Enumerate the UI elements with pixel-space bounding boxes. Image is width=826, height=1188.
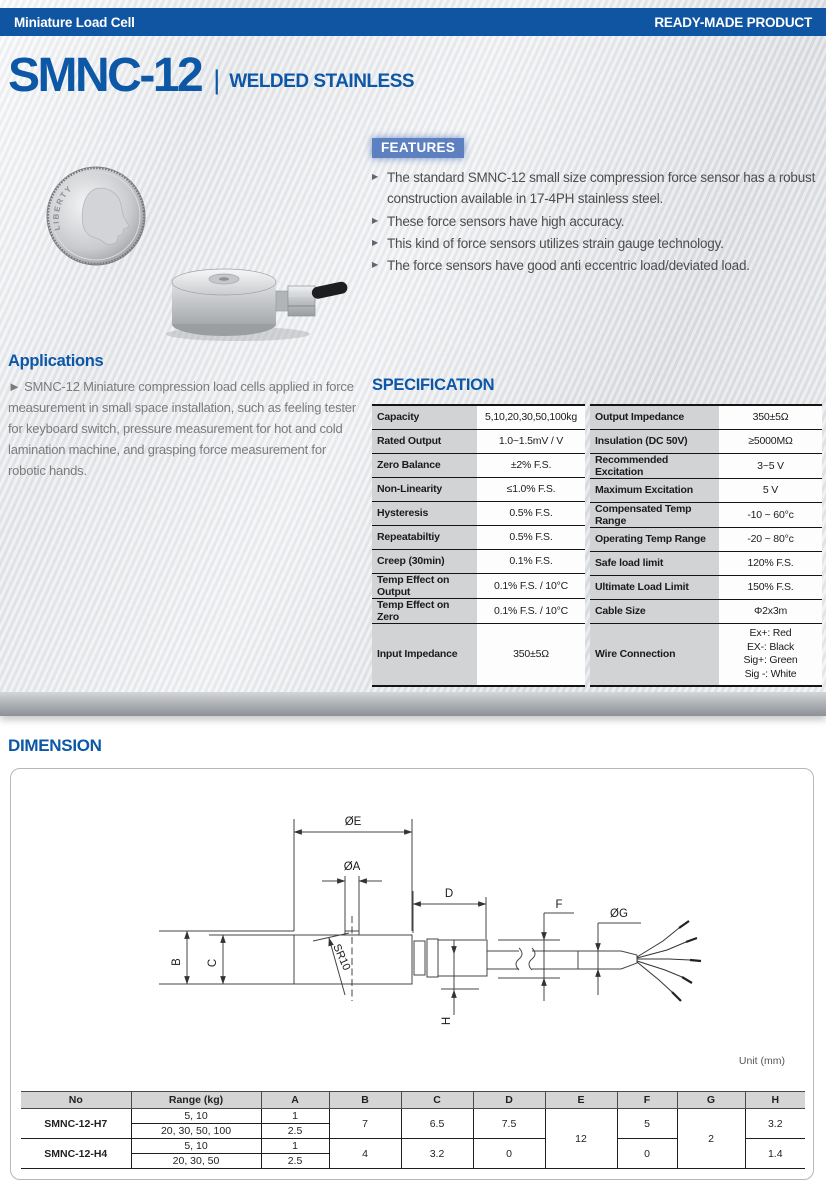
spec-label-cell: Cable Size bbox=[590, 599, 719, 623]
feature-item bbox=[372, 233, 824, 254]
spec-row bbox=[372, 405, 585, 429]
banner-category-label: Miniature Load Cell bbox=[14, 14, 135, 30]
wire-line: Ex+: Red bbox=[749, 626, 792, 639]
cell-range: 5, 10 bbox=[131, 1139, 261, 1154]
banner-ready-made-label: READY-MADE PRODUCT bbox=[654, 14, 812, 30]
spec-row bbox=[590, 551, 822, 575]
spec-label-cell: Output Impedance bbox=[590, 405, 719, 429]
page-subtitle: WELDED STAINLESS bbox=[229, 71, 415, 92]
spec-value-cell: 0.5% F.S. bbox=[477, 525, 585, 549]
cell-c: 3.2 bbox=[401, 1139, 473, 1169]
coin-liberty-text: LIBERTY bbox=[51, 183, 75, 232]
feature-item bbox=[372, 167, 824, 210]
spec-value-cell: 3~5 V bbox=[719, 453, 822, 478]
cell-d: 0 bbox=[473, 1139, 545, 1169]
dim-col-header: E bbox=[545, 1092, 617, 1109]
spec-row bbox=[590, 575, 822, 599]
spec-label-cell: Insulation (DC 50V) bbox=[590, 429, 719, 453]
cell-h: 1.4 bbox=[745, 1139, 805, 1169]
spec-row bbox=[372, 549, 585, 573]
dim-col-header: A bbox=[261, 1092, 329, 1109]
dimension-box bbox=[10, 768, 814, 1180]
spec-value-cell: 0.1% F.S. bbox=[477, 549, 585, 573]
dim-col-header: C bbox=[401, 1092, 473, 1109]
applications-text: ► SMNC-12 Miniature compression load cells applied in force measurement in small space installation, such as feeling tester for keyboard switch, pressure measurement for hot and cold lamination machine, and grasping force measurement for robotic hands. bbox=[8, 379, 356, 479]
page-title-model: SMNC-12 bbox=[8, 49, 202, 102]
dim-col-header: B bbox=[329, 1092, 401, 1109]
spec-value-cell: 150% F.S. bbox=[719, 575, 822, 599]
spec-row bbox=[372, 453, 585, 477]
spec-value-cell: 350±5Ω bbox=[719, 405, 822, 429]
dimension-heading: DIMENSION bbox=[8, 736, 102, 755]
spec-label-cell: Operating Temp Range bbox=[590, 527, 719, 551]
spec-label-cell: Hysteresis bbox=[372, 501, 477, 525]
features-heading: FEATURES bbox=[372, 138, 464, 158]
dim-label-e: ØE bbox=[344, 816, 362, 828]
spec-value-cell: 0.5% F.S. bbox=[477, 501, 585, 525]
spec-value-cell: 5 V bbox=[719, 478, 822, 502]
dim-label-a: ØA bbox=[343, 861, 361, 873]
spec-value-cell: 120% F.S. bbox=[719, 551, 822, 575]
cell-h: 3.2 bbox=[745, 1109, 805, 1139]
dimension-table-wrap bbox=[21, 1091, 805, 1169]
bullet-triangle-icon: ▶ bbox=[372, 215, 378, 225]
feature-item bbox=[372, 211, 824, 232]
feature-text: This kind of force sensors utilizes strain gauge technology. bbox=[387, 235, 724, 251]
spec-label-cell: Wire Connection bbox=[590, 623, 719, 686]
feature-text: The force sensors have good anti eccentric load/deviated load. bbox=[387, 258, 750, 274]
load-cell-image bbox=[158, 246, 358, 346]
cell-a: 1 bbox=[261, 1139, 329, 1154]
cell-model-no: SMNC-12-H7 bbox=[21, 1109, 131, 1139]
spec-row bbox=[590, 623, 822, 686]
spec-value-cell: -20 ~ 80°c bbox=[719, 527, 822, 551]
cell-model-no: SMNC-12-H4 bbox=[21, 1139, 131, 1169]
spec-label-cell: Temp Effect on Output bbox=[372, 573, 477, 598]
bullet-triangle-icon: ▶ bbox=[372, 237, 378, 247]
spec-row bbox=[590, 478, 822, 502]
spec-label-cell: Capacity bbox=[372, 405, 477, 429]
cell-f: 0 bbox=[617, 1139, 677, 1169]
feature-item bbox=[372, 255, 824, 276]
product-photo bbox=[30, 160, 360, 350]
spec-value-cell: ≤1.0% F.S. bbox=[477, 477, 585, 501]
spec-row bbox=[372, 429, 585, 453]
cell-f: 5 bbox=[617, 1109, 677, 1139]
spec-label-cell: Temp Effect on Zero bbox=[372, 598, 477, 623]
dim-col-header: No bbox=[21, 1092, 131, 1109]
cell-b: 7 bbox=[329, 1109, 401, 1139]
dim-label-h: H bbox=[441, 1016, 453, 1026]
spec-label-cell: Compensated Temp Range bbox=[590, 502, 719, 527]
spec-label-cell: Input Impedance bbox=[372, 623, 477, 686]
spec-table-right bbox=[590, 404, 822, 687]
specification-heading: SPECIFICATION bbox=[372, 376, 495, 394]
cell-e: 12 bbox=[545, 1109, 617, 1169]
spec-label-cell: Maximum Excitation bbox=[590, 478, 719, 502]
dim-label-g: ØG bbox=[610, 908, 628, 920]
dimension-table bbox=[21, 1091, 805, 1169]
spec-value-cell: ±2% F.S. bbox=[477, 453, 585, 477]
spec-value-cell: ≥5000MΩ bbox=[719, 429, 822, 453]
specification-tables bbox=[372, 404, 824, 687]
bullet-triangle-icon: ▶ bbox=[372, 172, 378, 181]
dim-col-header: D bbox=[473, 1092, 545, 1109]
specification-section bbox=[372, 376, 824, 687]
dim-col-header: Range (kg) bbox=[131, 1092, 261, 1109]
applications-section bbox=[8, 352, 366, 481]
spec-row bbox=[372, 501, 585, 525]
cell-d: 7.5 bbox=[473, 1109, 545, 1139]
spec-label-cell: Recommended Excitation bbox=[590, 453, 719, 478]
page-title bbox=[8, 49, 415, 102]
spec-row bbox=[372, 525, 585, 549]
spec-value-cell: 0.1% F.S. / 10°C bbox=[477, 598, 585, 623]
cell-range: 20, 30, 50 bbox=[131, 1154, 261, 1169]
spec-label-cell: Repeatabiltiy bbox=[372, 525, 477, 549]
feature-text: These force sensors have high accuracy. bbox=[387, 213, 625, 229]
spec-value-cell: 5,10,20,30,50,100kg bbox=[477, 405, 585, 429]
features-section bbox=[372, 138, 824, 278]
spec-value-cell: -10 ~ 60°c bbox=[719, 502, 822, 527]
spec-label-cell: Safe load limit bbox=[590, 551, 719, 575]
cell-g: 2 bbox=[677, 1109, 745, 1169]
cell-range: 5, 10 bbox=[131, 1109, 261, 1124]
spec-row bbox=[590, 405, 822, 429]
dim-label-b: B bbox=[171, 958, 183, 966]
dim-col-header: H bbox=[745, 1092, 805, 1109]
dim-col-header: G bbox=[677, 1092, 745, 1109]
spec-value-cell: Φ2x3m bbox=[719, 599, 822, 623]
feature-text: The standard SMNC-12 small size compression force sensor has a robust construction available in 17-4PH stainless steel. bbox=[387, 170, 816, 207]
spec-row bbox=[372, 623, 585, 686]
dim-label-c: C bbox=[207, 958, 219, 968]
wire-line: Sig -: White bbox=[744, 667, 797, 680]
applications-heading: Applications bbox=[8, 352, 104, 370]
wire-line: Sig+: Green bbox=[743, 654, 798, 667]
hero-bottom-edge bbox=[0, 692, 826, 716]
dim-label-f: F bbox=[555, 899, 563, 911]
dim-label-sr10: SR10 bbox=[330, 942, 353, 973]
spec-row bbox=[590, 502, 822, 527]
spec-label-cell: Rated Output bbox=[372, 429, 477, 453]
top-banner bbox=[0, 8, 826, 36]
spec-row bbox=[372, 598, 585, 623]
cell-a: 2.5 bbox=[261, 1124, 329, 1139]
cell-c: 6.5 bbox=[401, 1109, 473, 1139]
unit-label: Unit (mm) bbox=[738, 1055, 785, 1067]
bullet-triangle-icon: ▶ bbox=[372, 260, 378, 270]
spec-row bbox=[372, 477, 585, 501]
spec-row bbox=[372, 573, 585, 598]
spec-label-cell: Non-Linearity bbox=[372, 477, 477, 501]
dim-col-header: F bbox=[617, 1092, 677, 1109]
spec-value-cell: 1.0~1.5mV / V bbox=[477, 429, 585, 453]
spec-row bbox=[590, 527, 822, 551]
spec-row bbox=[590, 599, 822, 623]
cell-a: 2.5 bbox=[261, 1154, 329, 1169]
spec-row bbox=[590, 453, 822, 478]
dim-label-d: D bbox=[444, 888, 454, 900]
spec-value-cell: 0.1% F.S. / 10°C bbox=[477, 573, 585, 598]
spec-label-cell: Zero Balance bbox=[372, 453, 477, 477]
dim-table-row bbox=[21, 1109, 805, 1124]
spec-row bbox=[590, 429, 822, 453]
dim-header-row bbox=[21, 1092, 805, 1109]
coin-image bbox=[39, 159, 153, 273]
wire-line: EX-: Black bbox=[746, 640, 794, 653]
dimension-drawing bbox=[11, 769, 813, 1069]
wire-connection-cell bbox=[719, 623, 822, 686]
spec-value-cell: 350±5Ω bbox=[477, 623, 585, 686]
cell-range: 20, 30, 50, 100 bbox=[131, 1124, 261, 1139]
spec-table-left bbox=[372, 404, 585, 687]
cell-b: 4 bbox=[329, 1139, 401, 1169]
cell-a: 1 bbox=[261, 1109, 329, 1124]
title-divider: | bbox=[213, 65, 221, 95]
spec-label-cell: Creep (30min) bbox=[372, 549, 477, 573]
features-list bbox=[372, 167, 824, 277]
spec-label-cell: Ultimate Load Limit bbox=[590, 575, 719, 599]
